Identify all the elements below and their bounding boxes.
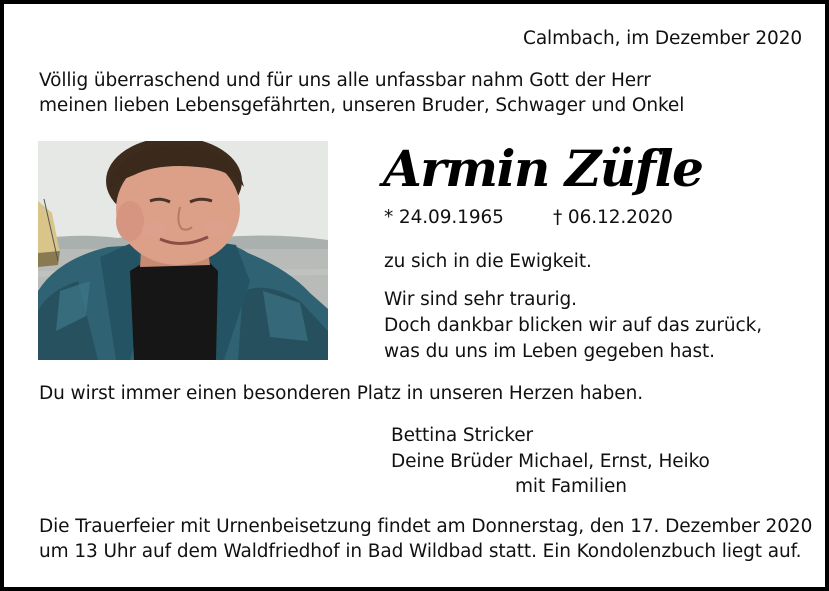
portrait-photo: [38, 141, 328, 360]
birth-date: * 24.09.1965: [384, 207, 504, 228]
heart-place-line: Du wirst immer einen besonderen Platz in unseren Herzen haben.: [39, 383, 643, 404]
message-line-3: was du uns im Leben gegeben hast.: [384, 341, 715, 362]
signature-line-1: Bettina Stricker: [391, 425, 534, 446]
message-line-1: Wir sind sehr traurig.: [384, 289, 577, 310]
eternity-line: zu sich in die Ewigkeit.: [384, 251, 592, 272]
dateline: Calmbach, im Dezember 2020: [523, 28, 803, 49]
funeral-info-line-1: Die Trauerfeier mit Urnenbeisetzung findet am Donnerstag, den 17. Dezember 2020: [39, 516, 813, 537]
signature-line-2: Deine Brüder Michael, Ernst, Heiko: [391, 451, 710, 472]
intro-line-1: Völlig überraschend und für uns alle unfassbar nahm Gott der Herr: [39, 70, 651, 91]
deceased-name: Armin Züfle: [383, 139, 703, 198]
death-date: † 06.12.2020: [553, 207, 673, 228]
funeral-info-line-2: um 13 Uhr auf dem Waldfriedhof in Bad Wildbad statt. Ein Kondolenzbuch liegt auf.: [39, 541, 802, 562]
signature-line-3: mit Familien: [515, 476, 627, 497]
intro-line-2: meinen lieben Lebensgefährten, unseren Bruder, Schwager und Onkel: [39, 95, 685, 116]
message-line-2: Doch dankbar blicken wir auf das zurück,: [384, 315, 763, 336]
